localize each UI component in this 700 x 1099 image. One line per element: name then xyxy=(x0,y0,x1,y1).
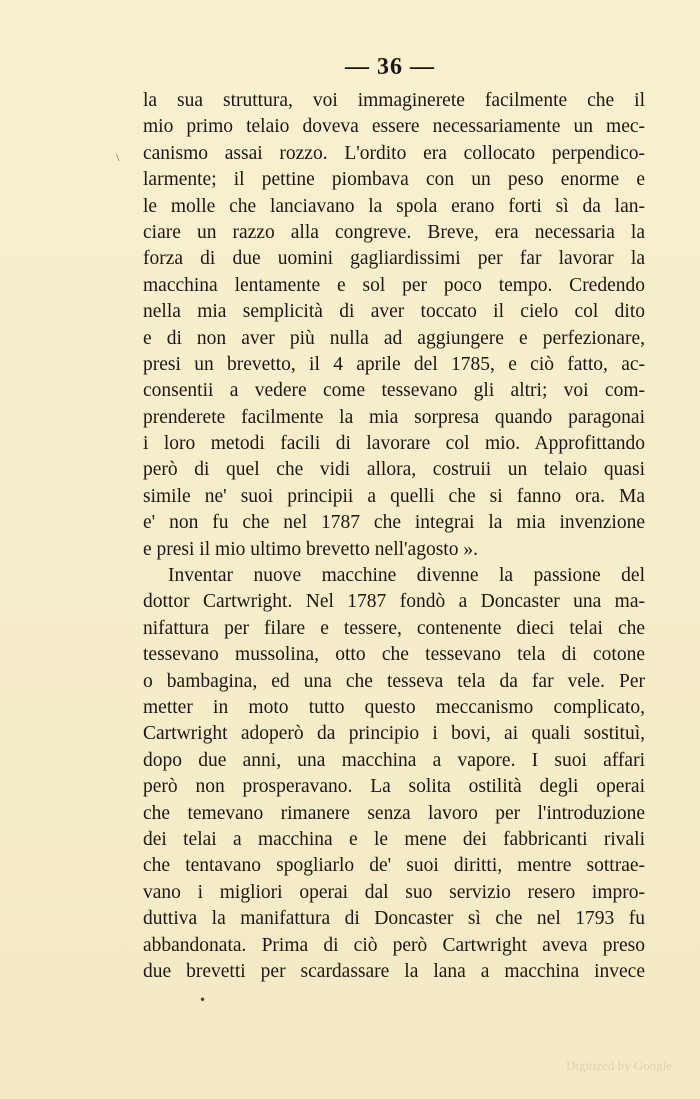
digitization-watermark: Digitized by Google xyxy=(566,1058,673,1073)
text-line: abbandonata. Prima di ciò però Cartwright aveva preso xyxy=(143,934,645,956)
text-line: vano i migliori operai dal suo servizio resero impro- xyxy=(143,881,645,903)
text-line: o bambagina, ed una che tesseva tela da far vele. Per xyxy=(143,670,645,692)
text-line: i loro metodi facili di lavorare col mio. Approfittando xyxy=(143,433,645,455)
text-line: che temevano rimanere senza lavoro per l'introduzione xyxy=(143,802,645,824)
text-line: macchina lentamente e sol per poco tempo. Credendo xyxy=(143,274,645,296)
body-text xyxy=(143,88,645,985)
text-line: tessevano mussolina, otto che tessevano tela di cotone xyxy=(143,644,645,666)
text-line: metter in moto tutto questo meccanismo complicato, xyxy=(143,696,645,718)
text-line: e presi il mio ultimo brevetto nell'agosto ». xyxy=(143,538,478,560)
text-line: però non prosperavano. La solita ostilità degli operai xyxy=(143,776,645,798)
text-line: ciare un razzo alla congreve. Breve, era necessaria la xyxy=(143,221,645,243)
text-line: la sua struttura, voi immaginerete facilmente che il xyxy=(143,90,645,111)
stray-mark: • xyxy=(199,993,207,1007)
text-line: simile ne' suoi principii a quelli che si fanno ora. Ma xyxy=(143,485,645,507)
text-line: consentii a vedere come tessevano gli altri; voi com- xyxy=(143,380,645,402)
text-line: Cartwright adoperò da principio i bovi, ai quali sostituì, xyxy=(143,723,645,745)
text-line: forza di due uomini gagliardissimi per far lavorar la xyxy=(143,248,645,270)
text-line: presi un brevetto, il 4 aprile del 1785, e ciò fatto, ac- xyxy=(143,353,645,375)
text-line: che tentavano spogliarlo de' suoi diritti, mentre sottrae- xyxy=(143,855,645,877)
text-line: mio primo telaio doveva essere necessariamente un mec- xyxy=(143,116,645,138)
text-line: duttiva la manifattura di Doncaster sì che nel 1793 fu xyxy=(143,908,645,930)
page-number: — 36 — xyxy=(345,54,435,80)
text-line: prenderete facilmente la mia sorpresa quando paragonai xyxy=(143,406,645,428)
text-line: però di quel che vidi allora, costruii un telaio quasi xyxy=(143,459,645,481)
text-line: le molle che lanciavano la spola erano forti sì da lan- xyxy=(143,195,645,217)
text-line: nella mia semplicità di aver toccato il cielo col dito xyxy=(143,301,645,323)
text-line: larmente; il pettine piombava con un peso enorme e xyxy=(143,169,645,191)
text-line: dopo due anni, una macchina a vapore. I suoi affari xyxy=(143,749,645,771)
text-line: nifattura per filare e tessere, contenente dieci telai che xyxy=(143,617,645,639)
text-line: dottor Cartwright. Nel 1787 fondò a Doncaster una ma- xyxy=(143,591,645,613)
margin-mark: \ xyxy=(116,150,120,164)
text-line: due brevetti per scardassare la lana a macchina invece xyxy=(143,960,645,982)
text-line: canismo assai rozzo. L'ordito era collocato perpendico- xyxy=(143,142,645,164)
text-line: e di non aver più nulla ad aggiungere e perfezionare, xyxy=(143,327,645,349)
text-line: Inventar nuove macchine divenne la passione del xyxy=(168,565,645,587)
text-line: dei telai a macchina e le mene dei fabbricanti rivali xyxy=(143,828,645,850)
text-line: e' non fu che nel 1787 che integrai la mia invenzione xyxy=(143,512,645,534)
